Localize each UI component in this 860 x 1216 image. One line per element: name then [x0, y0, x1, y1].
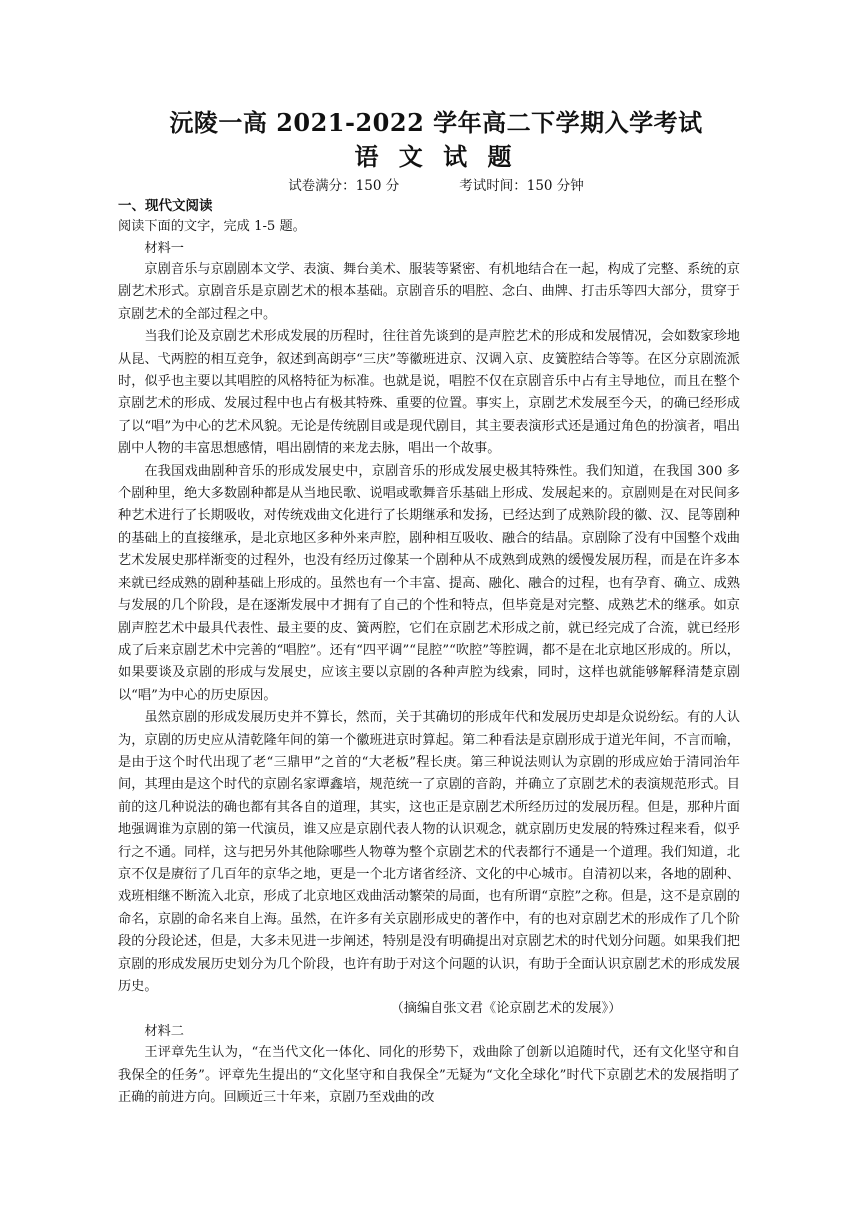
material1-paragraph: 当我们论及京剧艺术形成发展的历程时，往往首先谈到的是声腔艺术的形成和发展情况，会如数家珍地从昆、弋两腔的相互竞争，叙述到高朗亭“三庆”等徽班进京、汉调入京、皮簧腔结合等等。在区分京剧流派时，似乎也主要以其唱腔的风格特征为标准。也就是说，唱腔不仅在京剧音乐中占有主导地位，而且在整个京剧艺术的形成、发展过程中也占有极其特殊、重要的位置。事实上，京剧艺术发展至今天，的确已经形成了以“唱”为中心的艺术风貌。无论是传统剧目或是现代剧目，其主要表演形式还是通过角色的扮演者，唱出剧中人物的丰富思想感情，唱出剧情的来龙去脉，唱出一个故事。 — [118, 329, 740, 457]
material1-paragraph: 在我国戏曲剧种音乐的形成发展史中，京剧音乐的形成发展史极其特殊性。我们知道，在我国 300 多个剧种里，绝大多数剧种都是从当地民歌、说唱或歌舞音乐基础上形成、发展起来的。京剧则是在对民间多种艺术进行了长期吸收，对传统戏曲文化进行了长期继承和发扬，已经达到了成熟阶段的徽、汉、昆等剧种的基础上的直接继承，是北京地区多种外来声腔，剧种相互吸收、融合的结晶。京剧除了没有中国整个戏曲艺术发展史那样渐变的过程外，也没有经历过像某一个剧种从不成熟到成熟的缓慢发展历程，而是在许多本来就已经成熟的剧种基础上形成的。虽然也有一个丰富、提高、融化、融合的过程，也有孕育、确立、成熟与发展的几个阶段，是在逐渐发展中才拥有了自己的个性和特点，但毕竟是对完整、成熟艺术的继承。如京剧声腔艺术中最具代表性、最主要的皮、簧两腔，它们在京剧艺术形成之前，就已经完成了合流，就已经形成了后来京剧艺术中完善的“唱腔”。还有“四平调”“昆腔”“吹腔”等腔调，都不是在北京地区形成的。所以，如果要谈及京剧的形成与发展史，应该主要以京剧的各种声腔为线索，同时，这样也就能够解释清楚京剧以“唱”为中心的历史原因。 — [118, 463, 740, 703]
material2-label: 材料二 — [144, 1023, 184, 1039]
exam-title: 沅陵一高 2021-2022 学年高二下学期入学考试 — [169, 108, 703, 137]
material1-source: （摘编自张文君《论京剧艺术的发展》） — [390, 1001, 622, 1017]
full-score: 试卷满分：150 分 — [288, 178, 400, 194]
reading-instruction: 阅读下面的文字，完成 1-5 题。 — [118, 219, 306, 234]
exam-time: 考试时间：150 分钟 — [459, 178, 584, 194]
material1-label: 材料一 — [144, 240, 184, 256]
exam-meta — [132, 176, 740, 196]
material2-paragraph: 王评章先生认为，“在当代文化一体化、同化的形势下，戏曲除了创新以追随时代，还有文化坚守和自我保全的任务”。评章先生提出的“文化坚守和自我保全”无疑为“文化全球化”时代下京剧艺术的发展指明了正确的前进方向。回顾近三十年来，京剧乃至戏曲的改 — [118, 1045, 740, 1106]
section-heading: 一、现代文阅读 — [118, 198, 213, 214]
material1-paragraph: 虽然京剧的形成发展历史并不算长，然而，关于其确切的形成年代和发展历史却是众说纷纭。有的人认为，京剧的历史应从清乾隆年间的第一个徽班进京时算起。第二种看法是京剧形成于道光年间，不言而喻，是由于这个时代出现了老“三鼎甲”之首的“大老板”程长庚。第三种说法则认为京剧的形成应始于清同治年间，其理由是这个时代的京剧名家谭鑫培，规范统一了京剧的音韵，并确立了京剧艺术的表演规范形式。目前的这几种说法的确也都有其各自的道理，其实，这也正是京剧艺术所经历过的发展历程。但是，那种片面地强调谁为京剧的第一代演员，谁又应是京剧代表人物的认识观念，就京剧历史发展的特殊过程来看，似乎行之不通。同样，这与把另外其他除哪些人物尊为整个京剧艺术的代表都行不通是一个道理。我们知道，北京不仅是赓衍了几百年的京华之地，更是一个北方诸省经济、文化的中心城市。自清初以来，各地的剧种、戏班相继不断流入北京，形成了北京地区戏曲活动繁荣的局面，也有所谓“京腔”之称。但是，这不是京剧的命名，京剧的命名来自上海。虽然，在许多有关京剧形成史的著作中，有的也对京剧艺术的形成作了几个阶段的分段论述，但是，大多未见进一步阐述，特别是没有明确提出对京剧艺术的时代划分问题。如果我们把京剧的形成发展历史划分为几个阶段，也许有助于对这个问题的认识，有助于全面认识京剧艺术的形成发展历史。 — [118, 710, 740, 994]
exam-subtitle: 语 文 试 题 — [354, 142, 518, 171]
material1-paragraph: 京剧音乐与京剧剧本文学、表演、舞台美术、服装等紧密、有机地结合在一起，构成了完整、系统的京剧艺术形式。京剧音乐是京剧艺术的根本基础。京剧音乐的唱腔、念白、曲牌、打击乐等四大部分，贯穿于京剧艺术的全部过程之中。 — [118, 262, 740, 322]
